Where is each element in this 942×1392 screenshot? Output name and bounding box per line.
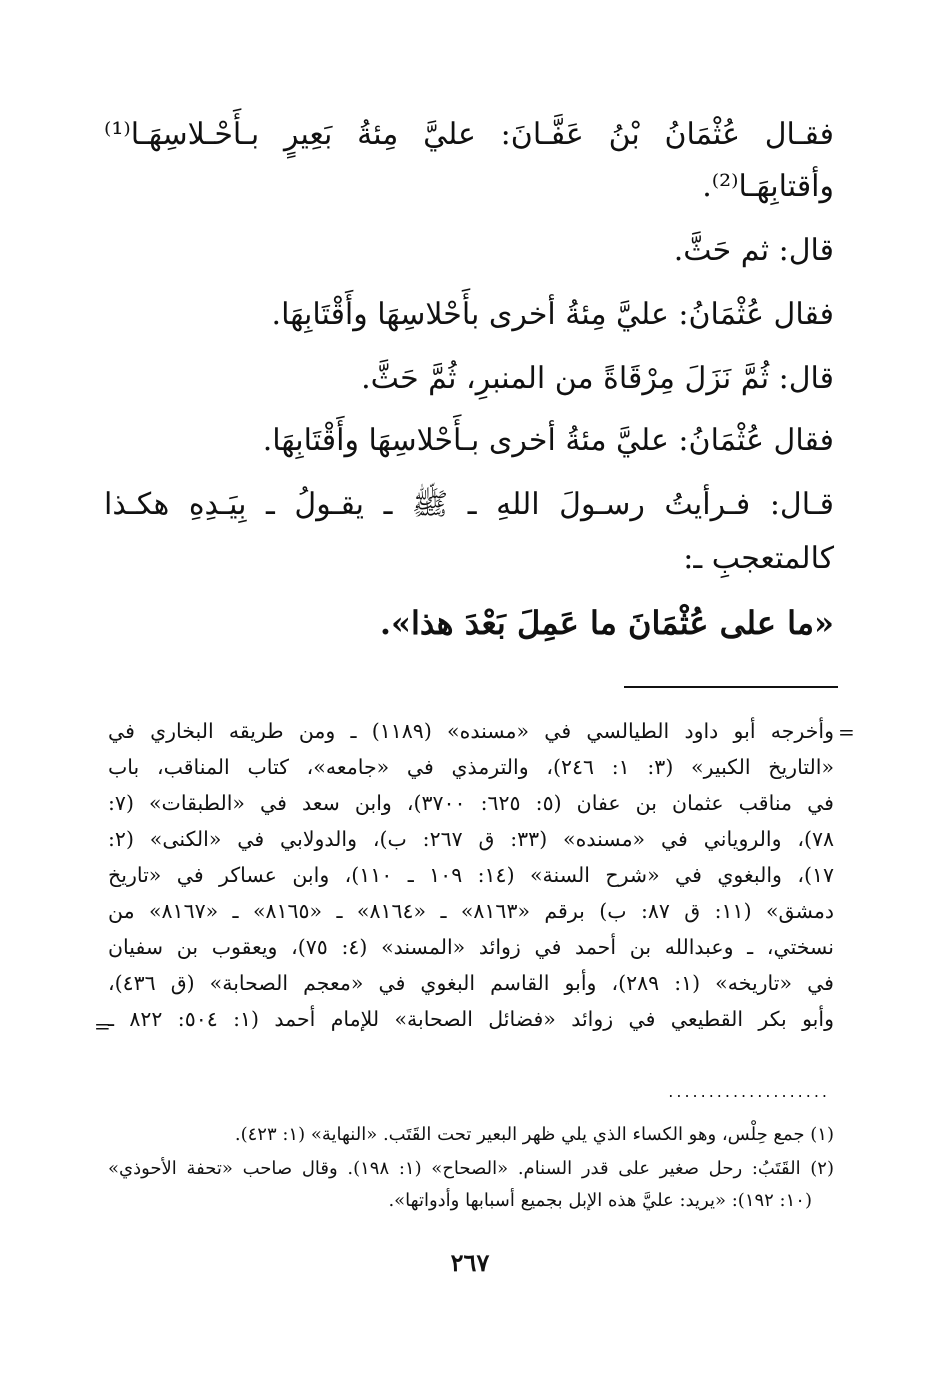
main-text-line-8: كالمتعجبِ ـ: bbox=[683, 541, 834, 576]
footnote-separator bbox=[624, 686, 838, 688]
footnote-2-continued: (١٠: ١٩٢): «يريد: عليَّ هذه الإبل بجميع أسبابها وأدواتها». bbox=[388, 1190, 812, 1211]
continuation-line-8: في «تاريخه» (١: ٢٨٩)، وأبو القاسم البغوي في «معجم الصحابة» (ق ٤٣٦)، bbox=[108, 971, 834, 995]
continuation-line-6: دمشق» (١١: ق ٨٧: ب) برقم «٨١٦٣» ـ «٨١٦٤» ـ «٨١٦٥» ـ «٨١٦٧» من bbox=[108, 899, 835, 923]
continuation-line-5: ١٧)، والبغوي في «شرح السنة» (١٤: ١٠٩ ـ ١١٠)، وابن عساكر في «تاريخ bbox=[108, 863, 834, 887]
main-text-line-6: فقال عُثْمَانُ: عليَّ مئةُ أخرى بـأَحْلاسِهَا وأَقْتَابِهَا. bbox=[262, 423, 834, 458]
main-text-line-3: قال: ثم حَثَّ. bbox=[673, 233, 834, 268]
continuation-line-3: في مناقب عثمان بن عفان (٥: ٦٢٥: ٣٧٠٠)، وابن سعد في «الطبقات» (٧: bbox=[108, 791, 834, 815]
continuation-line-7: نسختي، ـ وعبدالله بن أحمد في زوائد «المسند» (٤: ٧٥)، ويعقوب بن سفيان bbox=[108, 935, 834, 959]
continuation-line-4: ٧٨)، والروياني في «مسنده» (٣٣: ق ٢٦٧: ب)، والدولابي في «الكنى» (٢: bbox=[108, 827, 834, 851]
footnote-1: (١) جمع حِلْس، وهو الكساء الذي يلي ظهر البعير تحت القَتَب. «النهاية» (١: ٤٢٣). bbox=[234, 1124, 834, 1145]
main-text-line-2: وأقتابِهَـا⁽²⁾. bbox=[702, 169, 834, 204]
continuation-dots: .................... bbox=[668, 1082, 830, 1101]
main-text-line-5: قال: ثُمَّ نَزَلَ مِرْقَاةً من المنبرِ، ثُمَّ حَثَّ. bbox=[361, 361, 834, 396]
continuation-start-mark: = bbox=[838, 720, 855, 744]
main-text-line-7: قـال: فـرأيتُ رسـولَ اللهِ ـ ﷺ ـ يقـولُ ـ بِيَـدِهِ هكـذا bbox=[104, 487, 834, 522]
main-text-line-1: فقـال عُثْمَانُ بْنُ عَفَّـانَ: عليَّ مِئةُ بَعِيرٍ بـأَحْـلاسِهَـا⁽¹⁾ bbox=[104, 117, 834, 152]
continuation-line-1: وأخرجه أبو داود الطيالسي في «مسنده» (١١٨٩) ـ ومن طريقه البخاري في bbox=[108, 719, 835, 743]
continuation-line-9: وأبو بكر القطيعي في زوائد «فضائل الصحابة» للإمام أحمد (١: ٥٠٤: ٨٢٢ ـ bbox=[108, 1007, 834, 1031]
continuation-line-2: «التاريخ الكبير» (٣: ١: ٢٤٦)، والترمذي في «جامعه»، كتاب المناقب، باب bbox=[108, 755, 834, 779]
continuation-end-mark: = bbox=[94, 1014, 111, 1038]
main-text-line-4: فقال عُثْمَانُ: عليَّ مِئةُ أخرى بأَحْلاسِهَا وأَقْتَابِهَا. bbox=[271, 297, 834, 332]
hadith-quote: «ما على عُثْمَانَ ما عَمِلَ بَعْدَ هذا». bbox=[379, 604, 834, 642]
page-number: ٢٦٧ bbox=[450, 1248, 490, 1277]
footnote-2: (٢) القَتَبُ: رحل صغير على قدر السنام. «الصحاح» (١: ١٩٨). وقال صاحب «تحفة الأحوذي» bbox=[108, 1158, 834, 1179]
